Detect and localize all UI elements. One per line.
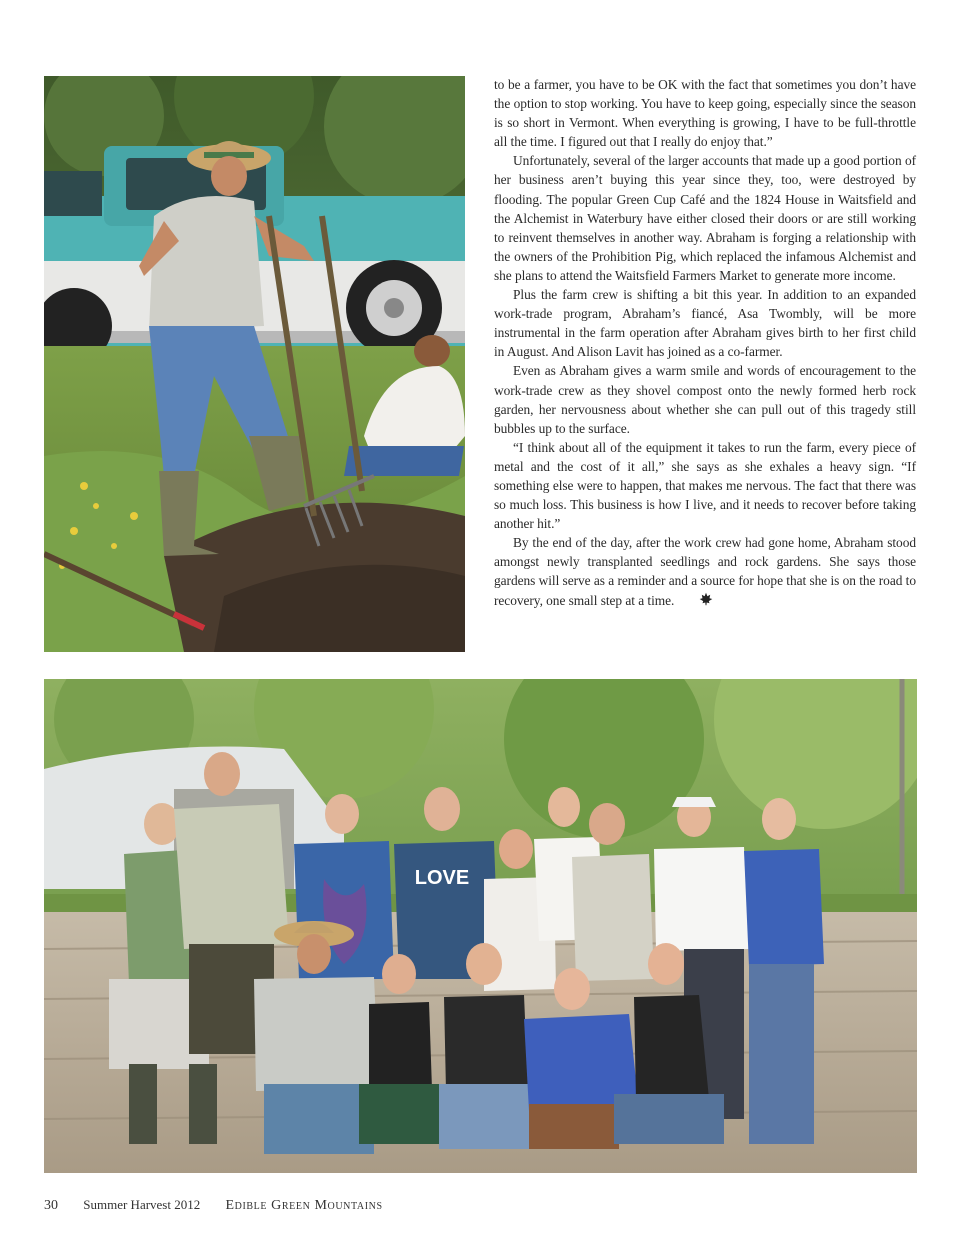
page-number: 30: [44, 1198, 58, 1213]
farmer-pitchfork-photo: [44, 76, 465, 652]
love-shirt-text: LOVE: [414, 867, 470, 889]
article-paragraph: Plus the farm crew is shifting a bit this year. In addition to an expanded work-trade program, Abraham’s fiancé, Asa Twombly, will be more instrumental in the farm operation after Abraham gives birth to her first child in August. And Alison Lavit has joined as a co-farmer.: [494, 287, 916, 360]
issue-label: Summer Harvest 2012: [83, 1197, 201, 1212]
maple-leaf-icon: [680, 592, 713, 611]
article-body: [494, 75, 916, 611]
page-footer: [44, 1197, 383, 1217]
article-paragraph: Even as Abraham gives a warm smile and words of encouragement to the work-trade crew as they shovel compost onto the newly formed herb rock garden, her nervousness about whether she can pull out of this tragedy still bubbles up to the surface.: [494, 363, 916, 436]
article-paragraph-text: By the end of the day, after the work crew had gone home, Abraham stood amongst newly transplanted seedlings and rock gardens. She says those gardens will serve as a reminder and a source for hope that she is on the road to recovery, one small step at a time.: [494, 535, 916, 608]
article-paragraph: to be a farmer, you have to be OK with the fact that sometimes you don’t have the option to stop working. You have to keep going, especially since the season is so short in Vermont. When everything is growing, I have to be full-throttle all the time. I figured out that I really do enjoy that.”: [494, 77, 916, 150]
article-paragraph: “I think about all of the equipment it takes to run the farm, every piece of metal and the cost of it all,” she says as she exhales a heavy sign. “If something else were to happen, that makes me nervous. The fact that there was so much loss. This business is how I live, and it needs to recover before taking another hit.”: [494, 439, 916, 532]
farm-crew-illustration: [44, 679, 917, 1173]
farmer-pitchfork-illustration: [44, 76, 465, 652]
article-paragraph-last: [494, 533, 916, 610]
crew-front-row: [254, 921, 724, 1154]
article-paragraph: Unfortunately, several of the larger accounts that made up a good portion of her business aren’t buying this year since they, too, were destroyed by flooding. The popular Green Cup Café and the 1824 House in Waitsfield and the Alchemist in Waterbury have either closed their doors or are still working to reinvent themselves in another way. Abraham is forging a relationship with the owners of the Prohibition Pig, which replaced the infamous Alchemist and she plans to attend the Waitsfield Farmers Market to generate more income.: [494, 153, 916, 283]
magazine-name: Edible Green Mountains: [225, 1198, 383, 1213]
farm-crew-group-photo: [44, 679, 917, 1173]
